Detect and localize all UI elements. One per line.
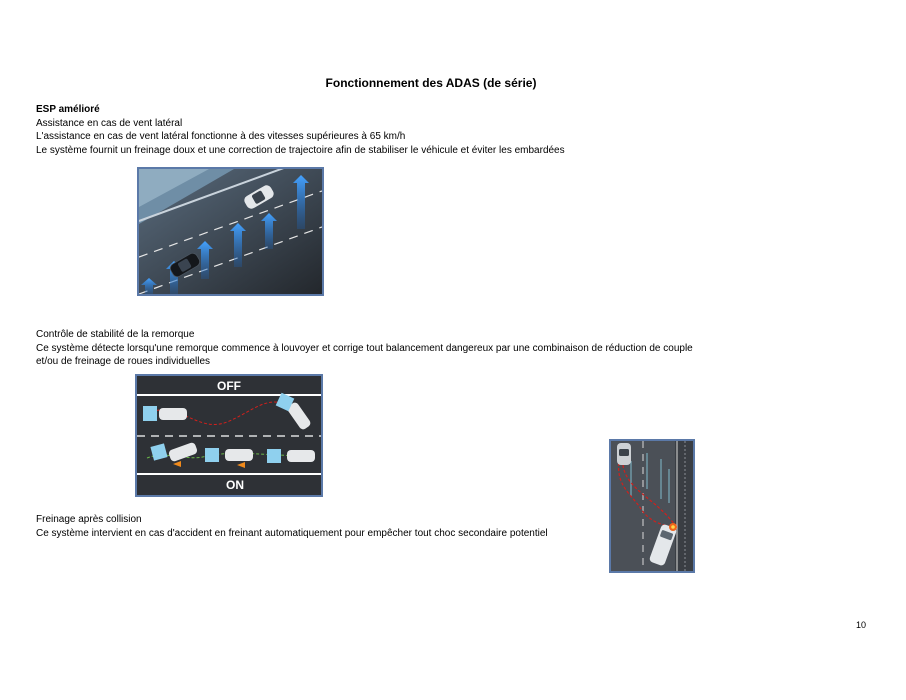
page-number: 10 [856,620,867,630]
section-trailer [36,328,736,369]
post-collision-illustration [609,439,695,573]
section-post-collision [36,513,548,540]
page-title: Fonctionnement des ADAS (de série) [325,76,537,90]
section-trailer-line-2: Ce système détecte lorsqu'une remorque commence à louvoyer et corrige tout balancement dangereux par une combinaison de réduction de couple [36,342,693,354]
label-on: ON [226,478,244,492]
trailer-sway-illustration [135,374,323,497]
section-esp-line-1: Assistance en cas de vent latéral [36,117,183,129]
section-esp-line-3: Le système fournit un freinage doux et une correction de trajectoire afin de stabiliser le véhicule et éviter les embardées [36,144,565,156]
label-off: OFF [217,379,241,393]
crosswind-illustration [137,167,324,296]
section-esp-line-2: L'assistance en cas de vent latéral fonctionne à des vitesses supérieures à 65 km/h [36,131,406,142]
section-trailer-line-3: et/ou de freinage de roues individuelles [36,356,211,367]
section-esp-heading: ESP amélioré [36,104,100,115]
section-trailer-line-1: Contrôle de stabilité de la remorque [36,329,195,340]
section-esp [36,103,565,157]
section-post-collision-line-2: Ce système intervient en cas d'accident en freinant automatiquement pour empêcher tout choc secondaire potentiel [36,527,548,539]
section-post-collision-line-1: Freinage après collision [36,514,142,525]
